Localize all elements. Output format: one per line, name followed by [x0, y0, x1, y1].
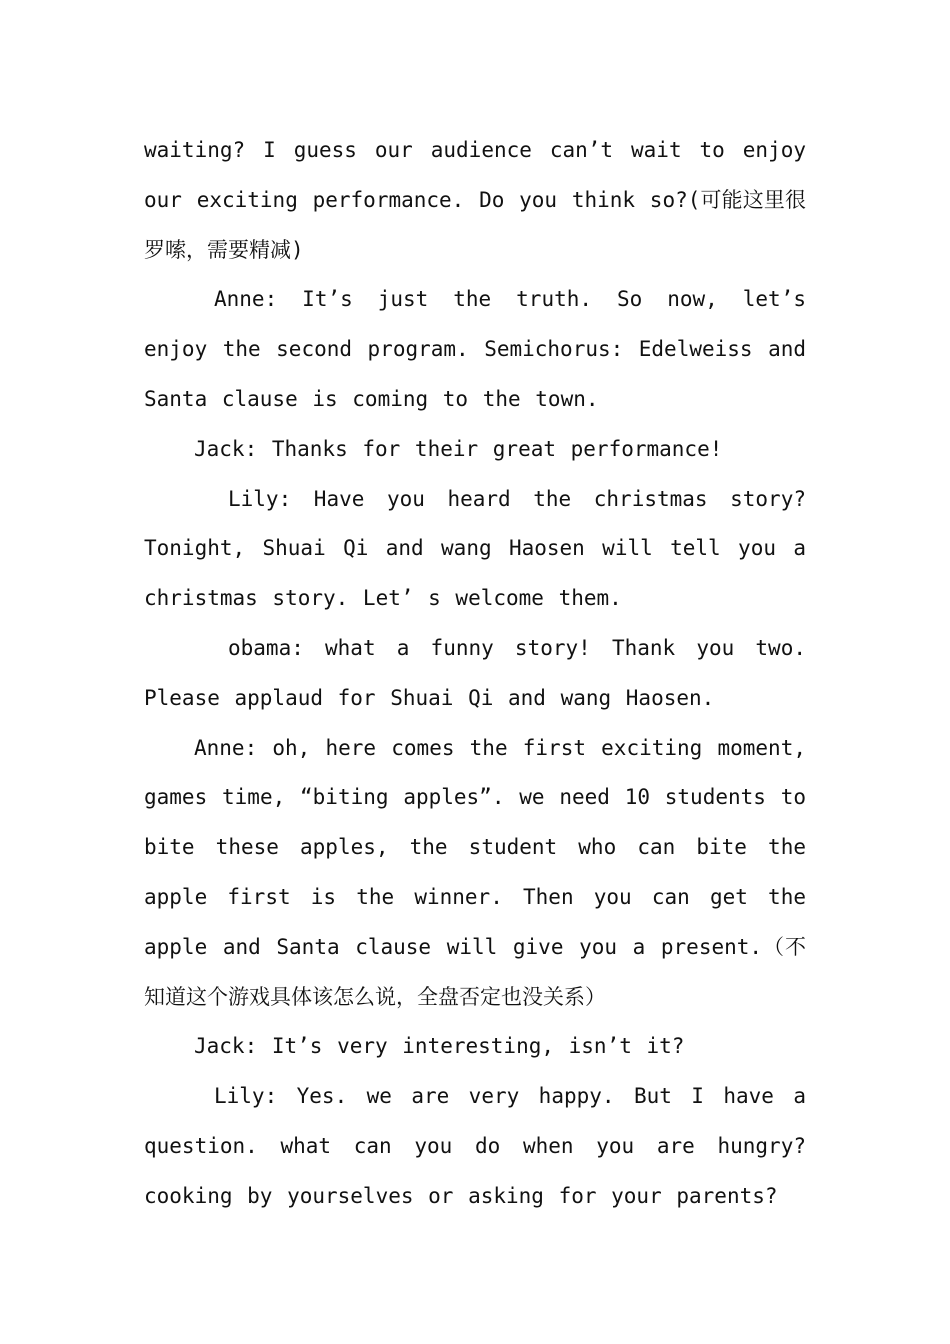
paragraph-obama-line: obama: what a funny story! Thank you two. Please applaud for Shuai Qi and wang Haosen. — [144, 635, 806, 710]
paragraph-anne-line: Anne: It’s just the truth. So now, let’s enjoy the second program. Semichorus: Edelweiss and Santa clause is coming to the town. — [144, 287, 806, 411]
paragraph-jack-question: Jack: It’s very interesting, isn’t it? — [194, 1034, 685, 1059]
paragraph-lily-question: Lily: Yes. we are very happy. But I have a question. what can you do when you are hungry? cooking by yourselves or asking for your parents? — [144, 1084, 806, 1208]
script-text — [144, 126, 806, 1222]
paragraph-anne-games: Anne: oh, here comes the first exciting moment, games time, “biting apples”. we need 10 students to bite these apples, the student who can bite the apple first is the winner. Then you can get the apple and Santa clause will give you a present.（不知道这个游戏具体该怎么说，全盘否定也没关系） — [144, 735, 806, 1009]
paragraph-jack-line: Jack: Thanks for their great performance! — [194, 436, 723, 461]
paragraph-lily-line: Lily: Have you heard the christmas story? Tonight, Shuai Qi and wang Haosen will tell you a christmas story. Let’ s welcome them. — [144, 486, 806, 611]
paragraph-continuation: waiting? I guess our audience can’t wait to enjoy our exciting performance. Do you think so?(可能这里很罗嗦，需要精减) — [144, 138, 806, 262]
